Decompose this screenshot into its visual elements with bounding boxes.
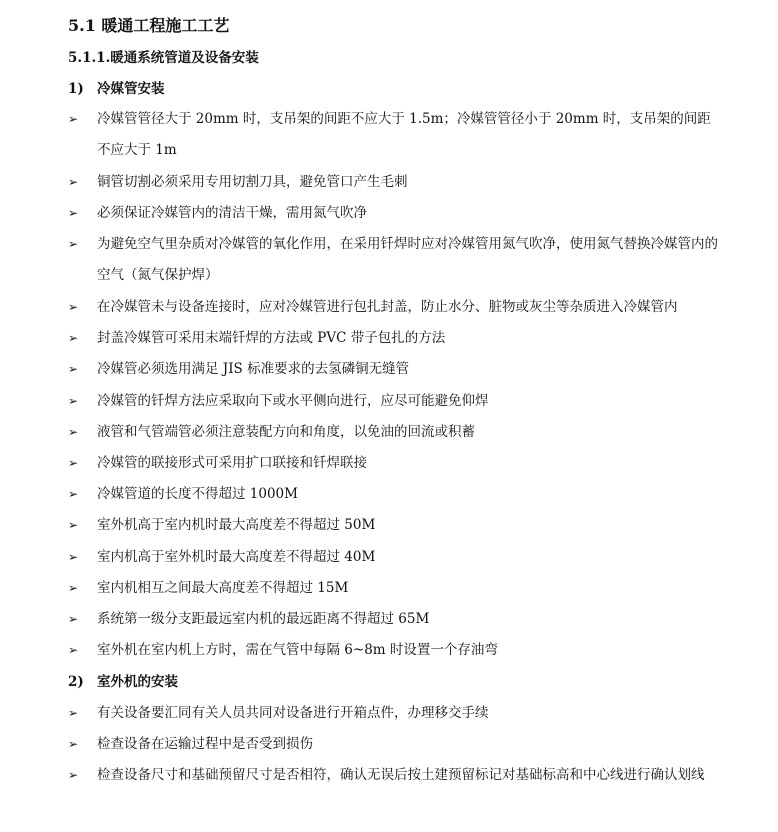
list-item-text: 在冷媒管未与设备连接时，应对冷媒管进行包扎封盖，防止水分、脏物或灰尘等杂质进入冷媒管内 [97,299,678,315]
arrow-bullet-icon: ➢ [68,300,79,314]
list-item [68,604,718,635]
list-item-text: 冷媒管道的长度不得超过 1000M [97,486,298,502]
list-item-text: 铜管切割必须采用专用切割刀具，避免管口产生毛刺 [97,174,408,190]
arrow-bullet-icon: ➢ [68,206,79,220]
heading-refrigerant-pipe [68,78,165,100]
arrow-bullet-icon: ➢ [68,706,79,720]
arrow-bullet-icon: ➢ [68,394,79,408]
list-item [68,542,718,573]
list-item-text: 室外机在室内机上方时，需在气管中每隔 6~8m 时设置一个存油弯 [97,642,498,658]
heading-outdoor-unit [68,671,178,693]
list-item [68,386,718,417]
list-item [68,635,718,666]
list-item [68,104,718,167]
list-item-text: 封盖冷媒管可采用末端钎焊的方法或 PVC 带子包扎的方法 [97,330,446,346]
heading-number: 1) [68,81,84,97]
list-item-text: 系统第一级分支距最远室内机的最远距离不得超过 65M [97,611,430,627]
section-title: 5.1 暖通工程施工工艺 [68,16,230,35]
arrow-bullet-icon: ➢ [68,737,79,751]
list-item [68,167,718,198]
list-item-text: 冷媒管的钎焊方法应采取向下或水平侧向进行，应尽可能避免仰焊 [97,393,489,409]
arrow-bullet-icon: ➢ [68,112,79,126]
arrow-bullet-icon: ➢ [68,768,79,782]
list-item-text: 检查设备在运输过程中是否受到损伤 [97,736,313,752]
list-item-text: 室外机高于室内机时最大高度差不得超过 50M [97,517,376,533]
list-item [68,698,718,729]
list-item [68,417,718,448]
arrow-bullet-icon: ➢ [68,518,79,532]
list-item-text: 有关设备要汇同有关人员共同对设备进行开箱点件，办理移交手续 [97,705,489,721]
heading-number: 2) [68,674,84,690]
list-item [68,448,718,479]
arrow-bullet-icon: ➢ [68,456,79,470]
arrow-bullet-icon: ➢ [68,237,79,251]
list-item-text: 冷媒管必须选用满足 JIS 标准要求的去氢磷铜无缝管 [97,361,410,377]
heading-text: 室外机的安装 [97,674,178,690]
list-item-text: 为避免空气里杂质对冷媒管的氧化作用，在采用钎焊时应对冷媒管用氮气吹净，使用氮气替换冷媒管内的空气（氮气保护焊） [97,236,718,284]
arrow-bullet-icon: ➢ [68,612,79,626]
list-item [68,198,718,229]
arrow-bullet-icon: ➢ [68,175,79,189]
list-item [68,573,718,604]
arrow-bullet-icon: ➢ [68,487,79,501]
list-item [68,479,718,510]
arrow-bullet-icon: ➢ [68,331,79,345]
list-item [68,292,718,323]
list-item-text: 冷媒管管径大于 20mm 时，支吊架的间距不应大于 1.5m；冷媒管管径小于 20mm 时，支吊架的间距不应大于 1m [97,111,711,159]
list-item-text: 冷媒管的联接形式可采用扩口联接和钎焊联接 [97,455,367,471]
list-item [68,354,718,385]
list-item-text: 检查设备尺寸和基础预留尺寸是否相符，确认无误后按土建预留标记对基础标高和中心线进行确认划线 [97,767,705,783]
arrow-bullet-icon: ➢ [68,581,79,595]
list-item-text: 液管和气管端管必须注意装配方向和角度，以免油的回流或积蓄 [97,424,475,440]
list-item-text: 必须保证冷媒管内的清洁干燥，需用氮气吹净 [97,205,367,221]
heading-text: 冷媒管安装 [97,81,165,97]
arrow-bullet-icon: ➢ [68,425,79,439]
subsection-title: 5.1.1.暖通系统管道及设备安装 [68,50,259,66]
arrow-bullet-icon: ➢ [68,550,79,564]
arrow-bullet-icon: ➢ [68,643,79,657]
list-item [68,760,718,791]
list-item-text: 室内机相互之间最大高度差不得超过 15M [97,580,349,596]
list-item [68,323,718,354]
arrow-bullet-icon: ➢ [68,362,79,376]
list-item [68,510,718,541]
list-item [68,729,718,760]
list-item-text: 室内机高于室外机时最大高度差不得超过 40M [97,549,376,565]
list-item [68,229,718,292]
